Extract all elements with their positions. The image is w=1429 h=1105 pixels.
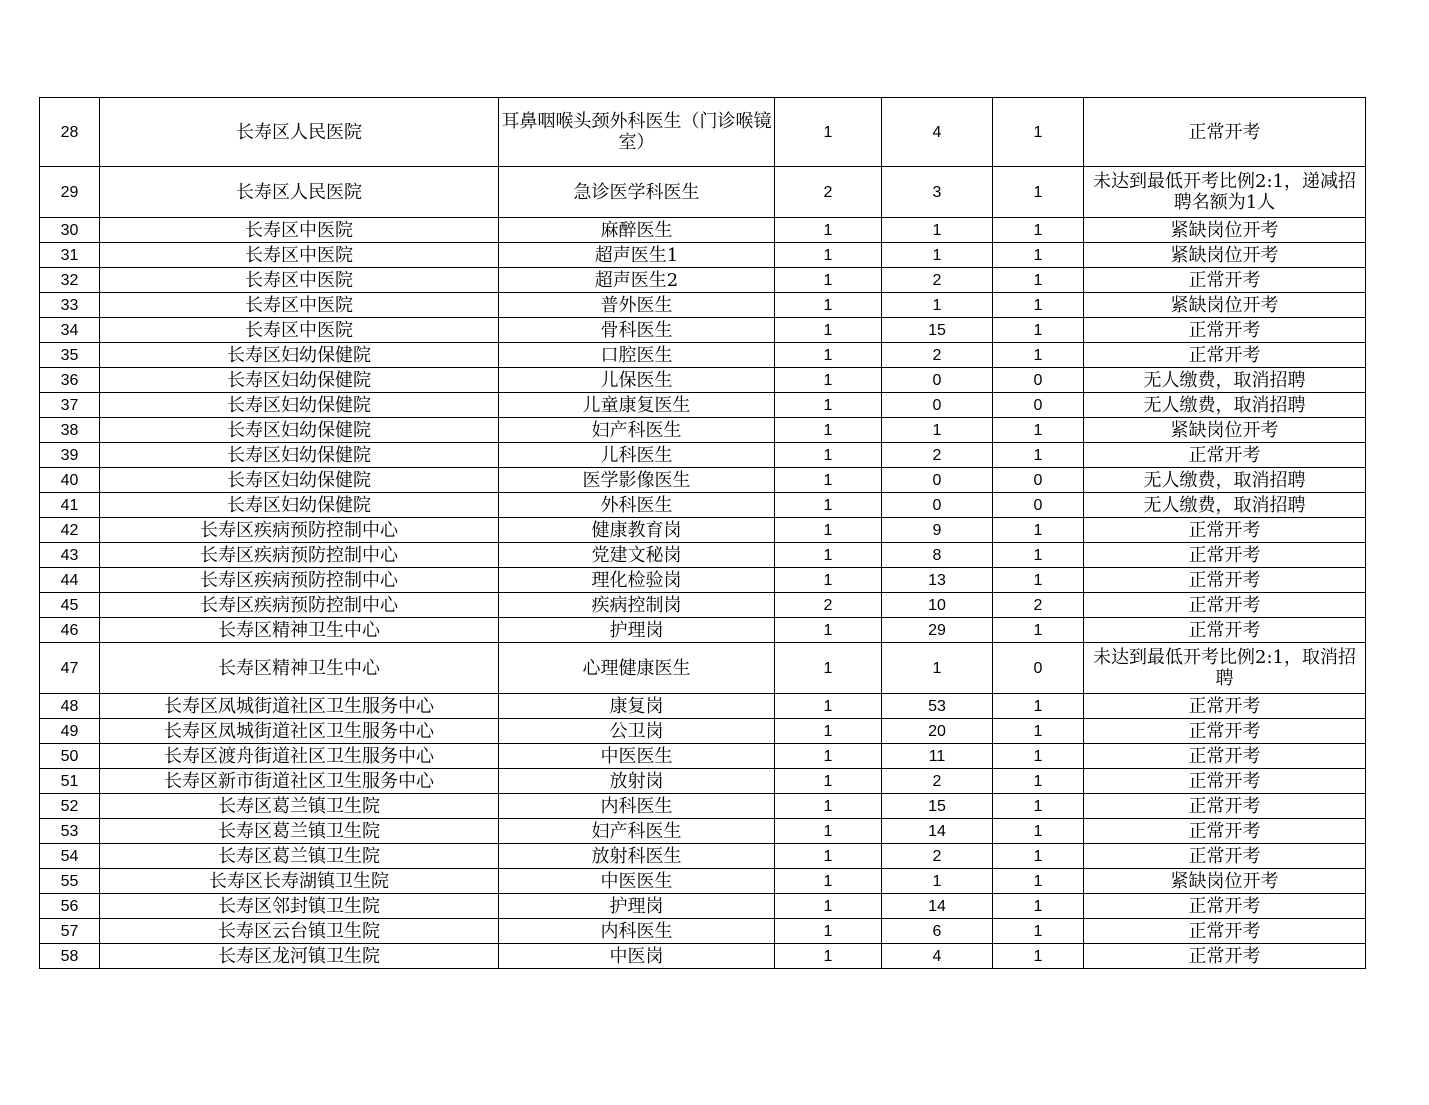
unit-name-cell: 长寿区中医院: [100, 293, 499, 318]
final-count-cell: 1: [993, 543, 1084, 568]
position-name-cell: 中医岗: [499, 944, 775, 969]
unit-name-cell: 长寿区妇幼保健院: [100, 443, 499, 468]
final-count-cell: 1: [993, 98, 1084, 167]
position-name-cell: 急诊医学科医生: [499, 167, 775, 218]
final-count-cell: 1: [993, 443, 1084, 468]
unit-name-cell: 长寿区妇幼保健院: [100, 418, 499, 443]
row-number-cell: 49: [40, 719, 100, 744]
position-name-cell: 内科医生: [499, 919, 775, 944]
table-row: [40, 643, 1366, 694]
row-number-cell: 52: [40, 794, 100, 819]
applicant-count-cell: 14: [882, 819, 993, 844]
exam-status-cell: 正常开考: [1084, 769, 1366, 794]
exam-status-cell: 正常开考: [1084, 919, 1366, 944]
planned-count-cell: 1: [775, 518, 882, 543]
applicant-count-cell: 1: [882, 218, 993, 243]
row-number-cell: 51: [40, 769, 100, 794]
row-number-cell: 45: [40, 593, 100, 618]
row-number-cell: 56: [40, 894, 100, 919]
unit-name-cell: 长寿区葛兰镇卫生院: [100, 844, 499, 869]
unit-name-cell: 长寿区葛兰镇卫生院: [100, 794, 499, 819]
planned-count-cell: 2: [775, 593, 882, 618]
position-name-cell: 口腔医生: [499, 343, 775, 368]
applicant-count-cell: 15: [882, 318, 993, 343]
table-row: [40, 167, 1366, 218]
position-name-cell: 党建文秘岗: [499, 543, 775, 568]
unit-name-cell: 长寿区葛兰镇卫生院: [100, 819, 499, 844]
table-row: [40, 468, 1366, 493]
position-name-cell: 中医医生: [499, 869, 775, 894]
table-row: [40, 268, 1366, 293]
final-count-cell: 1: [993, 167, 1084, 218]
planned-count-cell: 1: [775, 468, 882, 493]
table-row: [40, 844, 1366, 869]
row-number-cell: 47: [40, 643, 100, 694]
unit-name-cell: 长寿区妇幼保健院: [100, 343, 499, 368]
unit-name-cell: 长寿区中医院: [100, 268, 499, 293]
table-row: [40, 919, 1366, 944]
final-count-cell: 0: [993, 393, 1084, 418]
unit-name-cell: 长寿区渡舟街道社区卫生服务中心: [100, 744, 499, 769]
position-name-cell: 康复岗: [499, 694, 775, 719]
planned-count-cell: 1: [775, 944, 882, 969]
planned-count-cell: 1: [775, 318, 882, 343]
position-name-cell: 外科医生: [499, 493, 775, 518]
exam-status-cell: 正常开考: [1084, 844, 1366, 869]
applicant-count-cell: 1: [882, 643, 993, 694]
unit-name-cell: 长寿区疾病预防控制中心: [100, 543, 499, 568]
planned-count-cell: 1: [775, 543, 882, 568]
applicant-count-cell: 11: [882, 744, 993, 769]
final-count-cell: 0: [993, 368, 1084, 393]
planned-count-cell: 1: [775, 643, 882, 694]
applicant-count-cell: 0: [882, 493, 993, 518]
unit-name-cell: 长寿区云台镇卫生院: [100, 919, 499, 944]
table-row: [40, 98, 1366, 167]
row-number-cell: 38: [40, 418, 100, 443]
exam-status-cell: 紧缺岗位开考: [1084, 243, 1366, 268]
row-number-cell: 30: [40, 218, 100, 243]
applicant-count-cell: 1: [882, 418, 993, 443]
applicant-count-cell: 0: [882, 393, 993, 418]
table-row: [40, 443, 1366, 468]
exam-status-cell: 正常开考: [1084, 568, 1366, 593]
exam-status-cell: 正常开考: [1084, 618, 1366, 643]
applicant-count-cell: 2: [882, 443, 993, 468]
unit-name-cell: 长寿区龙河镇卫生院: [100, 944, 499, 969]
unit-name-cell: 长寿区凤城街道社区卫生服务中心: [100, 694, 499, 719]
row-number-cell: 40: [40, 468, 100, 493]
unit-name-cell: 长寿区妇幼保健院: [100, 493, 499, 518]
position-name-cell: 内科医生: [499, 794, 775, 819]
planned-count-cell: 1: [775, 268, 882, 293]
exam-status-cell: 正常开考: [1084, 694, 1366, 719]
position-name-cell: 超声医生2: [499, 268, 775, 293]
position-name-cell: 耳鼻咽喉头颈外科医生（门诊喉镜室）: [499, 98, 775, 167]
applicant-count-cell: 1: [882, 869, 993, 894]
position-name-cell: 放射科医生: [499, 844, 775, 869]
exam-status-cell: 正常开考: [1084, 819, 1366, 844]
planned-count-cell: 2: [775, 167, 882, 218]
applicant-count-cell: 9: [882, 518, 993, 543]
unit-name-cell: 长寿区长寿湖镇卫生院: [100, 869, 499, 894]
exam-status-cell: 正常开考: [1084, 318, 1366, 343]
row-number-cell: 54: [40, 844, 100, 869]
unit-name-cell: 长寿区妇幼保健院: [100, 468, 499, 493]
table-row: [40, 368, 1366, 393]
exam-status-cell: 正常开考: [1084, 518, 1366, 543]
row-number-cell: 33: [40, 293, 100, 318]
applicant-count-cell: 4: [882, 98, 993, 167]
unit-name-cell: 长寿区精神卫生中心: [100, 643, 499, 694]
final-count-cell: 2: [993, 593, 1084, 618]
planned-count-cell: 1: [775, 243, 882, 268]
final-count-cell: 1: [993, 293, 1084, 318]
final-count-cell: 1: [993, 944, 1084, 969]
row-number-cell: 28: [40, 98, 100, 167]
planned-count-cell: 1: [775, 744, 882, 769]
final-count-cell: 0: [993, 643, 1084, 694]
final-count-cell: 1: [993, 268, 1084, 293]
exam-status-cell: 正常开考: [1084, 944, 1366, 969]
planned-count-cell: 1: [775, 694, 882, 719]
table-row: [40, 869, 1366, 894]
planned-count-cell: 1: [775, 894, 882, 919]
recruitment-table: [39, 97, 1366, 969]
final-count-cell: 1: [993, 794, 1084, 819]
table-row: [40, 794, 1366, 819]
table-row: [40, 894, 1366, 919]
final-count-cell: 1: [993, 819, 1084, 844]
planned-count-cell: 1: [775, 368, 882, 393]
planned-count-cell: 1: [775, 618, 882, 643]
unit-name-cell: 长寿区疾病预防控制中心: [100, 568, 499, 593]
position-name-cell: 中医医生: [499, 744, 775, 769]
unit-name-cell: 长寿区中医院: [100, 318, 499, 343]
unit-name-cell: 长寿区人民医院: [100, 167, 499, 218]
applicant-count-cell: 1: [882, 243, 993, 268]
final-count-cell: 1: [993, 518, 1084, 543]
exam-status-cell: 正常开考: [1084, 744, 1366, 769]
table-row: [40, 744, 1366, 769]
row-number-cell: 46: [40, 618, 100, 643]
row-number-cell: 32: [40, 268, 100, 293]
row-number-cell: 44: [40, 568, 100, 593]
final-count-cell: 1: [993, 343, 1084, 368]
exam-status-cell: 未达到最低开考比例2:1，取消招聘: [1084, 643, 1366, 694]
planned-count-cell: 1: [775, 919, 882, 944]
table-row: [40, 493, 1366, 518]
exam-status-cell: 未达到最低开考比例2:1，递减招聘名额为1人: [1084, 167, 1366, 218]
exam-status-cell: 紧缺岗位开考: [1084, 293, 1366, 318]
applicant-count-cell: 0: [882, 368, 993, 393]
planned-count-cell: 1: [775, 343, 882, 368]
final-count-cell: 0: [993, 493, 1084, 518]
final-count-cell: 1: [993, 243, 1084, 268]
table-row: [40, 694, 1366, 719]
exam-status-cell: 正常开考: [1084, 98, 1366, 167]
position-name-cell: 妇产科医生: [499, 418, 775, 443]
position-name-cell: 普外医生: [499, 293, 775, 318]
unit-name-cell: 长寿区人民医院: [100, 98, 499, 167]
table-row: [40, 393, 1366, 418]
exam-status-cell: 正常开考: [1084, 443, 1366, 468]
position-name-cell: 超声医生1: [499, 243, 775, 268]
exam-status-cell: 无人缴费，取消招聘: [1084, 493, 1366, 518]
final-count-cell: 1: [993, 618, 1084, 643]
final-count-cell: 1: [993, 869, 1084, 894]
position-name-cell: 麻醉医生: [499, 218, 775, 243]
exam-status-cell: 正常开考: [1084, 343, 1366, 368]
applicant-count-cell: 10: [882, 593, 993, 618]
position-name-cell: 公卫岗: [499, 719, 775, 744]
unit-name-cell: 长寿区中医院: [100, 243, 499, 268]
table-row: [40, 343, 1366, 368]
row-number-cell: 29: [40, 167, 100, 218]
applicant-count-cell: 0: [882, 468, 993, 493]
table-row: [40, 568, 1366, 593]
applicant-count-cell: 13: [882, 568, 993, 593]
exam-status-cell: 正常开考: [1084, 794, 1366, 819]
planned-count-cell: 1: [775, 794, 882, 819]
planned-count-cell: 1: [775, 769, 882, 794]
row-number-cell: 42: [40, 518, 100, 543]
exam-status-cell: 无人缴费，取消招聘: [1084, 368, 1366, 393]
row-number-cell: 31: [40, 243, 100, 268]
table-row: [40, 719, 1366, 744]
final-count-cell: 1: [993, 919, 1084, 944]
position-name-cell: 骨科医生: [499, 318, 775, 343]
applicant-count-cell: 6: [882, 919, 993, 944]
applicant-count-cell: 14: [882, 894, 993, 919]
planned-count-cell: 1: [775, 443, 882, 468]
position-name-cell: 理化检验岗: [499, 568, 775, 593]
row-number-cell: 48: [40, 694, 100, 719]
exam-status-cell: 正常开考: [1084, 268, 1366, 293]
row-number-cell: 35: [40, 343, 100, 368]
row-number-cell: 58: [40, 944, 100, 969]
exam-status-cell: 紧缺岗位开考: [1084, 418, 1366, 443]
table-body: [40, 98, 1366, 969]
planned-count-cell: 1: [775, 844, 882, 869]
planned-count-cell: 1: [775, 293, 882, 318]
table-row: [40, 218, 1366, 243]
final-count-cell: 1: [993, 694, 1084, 719]
planned-count-cell: 1: [775, 819, 882, 844]
table-row: [40, 618, 1366, 643]
table-row: [40, 518, 1366, 543]
final-count-cell: 1: [993, 844, 1084, 869]
position-name-cell: 护理岗: [499, 894, 775, 919]
exam-status-cell: 无人缴费，取消招聘: [1084, 468, 1366, 493]
planned-count-cell: 1: [775, 493, 882, 518]
planned-count-cell: 1: [775, 869, 882, 894]
unit-name-cell: 长寿区疾病预防控制中心: [100, 593, 499, 618]
position-name-cell: 儿童康复医生: [499, 393, 775, 418]
table-row: [40, 318, 1366, 343]
planned-count-cell: 1: [775, 568, 882, 593]
applicant-count-cell: 2: [882, 844, 993, 869]
row-number-cell: 57: [40, 919, 100, 944]
applicant-count-cell: 3: [882, 167, 993, 218]
table-row: [40, 243, 1366, 268]
exam-status-cell: 无人缴费，取消招聘: [1084, 393, 1366, 418]
table-row: [40, 819, 1366, 844]
table-row: [40, 293, 1366, 318]
final-count-cell: 1: [993, 318, 1084, 343]
applicant-count-cell: 2: [882, 769, 993, 794]
final-count-cell: 1: [993, 568, 1084, 593]
position-name-cell: 儿保医生: [499, 368, 775, 393]
row-number-cell: 36: [40, 368, 100, 393]
table-row: [40, 593, 1366, 618]
position-name-cell: 护理岗: [499, 618, 775, 643]
exam-status-cell: 紧缺岗位开考: [1084, 869, 1366, 894]
unit-name-cell: 长寿区中医院: [100, 218, 499, 243]
planned-count-cell: 1: [775, 218, 882, 243]
position-name-cell: 健康教育岗: [499, 518, 775, 543]
row-number-cell: 37: [40, 393, 100, 418]
applicant-count-cell: 53: [882, 694, 993, 719]
exam-status-cell: 紧缺岗位开考: [1084, 218, 1366, 243]
row-number-cell: 41: [40, 493, 100, 518]
final-count-cell: 0: [993, 468, 1084, 493]
final-count-cell: 1: [993, 894, 1084, 919]
applicant-count-cell: 2: [882, 343, 993, 368]
unit-name-cell: 长寿区疾病预防控制中心: [100, 518, 499, 543]
final-count-cell: 1: [993, 719, 1084, 744]
table-row: [40, 769, 1366, 794]
exam-status-cell: 正常开考: [1084, 894, 1366, 919]
position-name-cell: 医学影像医生: [499, 468, 775, 493]
final-count-cell: 1: [993, 418, 1084, 443]
position-name-cell: 心理健康医生: [499, 643, 775, 694]
final-count-cell: 1: [993, 218, 1084, 243]
position-name-cell: 妇产科医生: [499, 819, 775, 844]
final-count-cell: 1: [993, 769, 1084, 794]
exam-status-cell: 正常开考: [1084, 593, 1366, 618]
planned-count-cell: 1: [775, 98, 882, 167]
planned-count-cell: 1: [775, 393, 882, 418]
row-number-cell: 43: [40, 543, 100, 568]
row-number-cell: 34: [40, 318, 100, 343]
applicant-count-cell: 15: [882, 794, 993, 819]
unit-name-cell: 长寿区妇幼保健院: [100, 368, 499, 393]
position-name-cell: 疾病控制岗: [499, 593, 775, 618]
applicant-count-cell: 8: [882, 543, 993, 568]
unit-name-cell: 长寿区新市街道社区卫生服务中心: [100, 769, 499, 794]
exam-status-cell: 正常开考: [1084, 543, 1366, 568]
planned-count-cell: 1: [775, 719, 882, 744]
applicant-count-cell: 2: [882, 268, 993, 293]
unit-name-cell: 长寿区凤城街道社区卫生服务中心: [100, 719, 499, 744]
applicant-count-cell: 20: [882, 719, 993, 744]
position-name-cell: 儿科医生: [499, 443, 775, 468]
row-number-cell: 53: [40, 819, 100, 844]
unit-name-cell: 长寿区妇幼保健院: [100, 393, 499, 418]
row-number-cell: 55: [40, 869, 100, 894]
final-count-cell: 1: [993, 744, 1084, 769]
exam-status-cell: 正常开考: [1084, 719, 1366, 744]
row-number-cell: 50: [40, 744, 100, 769]
unit-name-cell: 长寿区精神卫生中心: [100, 618, 499, 643]
position-name-cell: 放射岗: [499, 769, 775, 794]
unit-name-cell: 长寿区邻封镇卫生院: [100, 894, 499, 919]
applicant-count-cell: 1: [882, 293, 993, 318]
planned-count-cell: 1: [775, 418, 882, 443]
applicant-count-cell: 29: [882, 618, 993, 643]
table-row: [40, 944, 1366, 969]
table-row: [40, 543, 1366, 568]
applicant-count-cell: 4: [882, 944, 993, 969]
table-row: [40, 418, 1366, 443]
row-number-cell: 39: [40, 443, 100, 468]
